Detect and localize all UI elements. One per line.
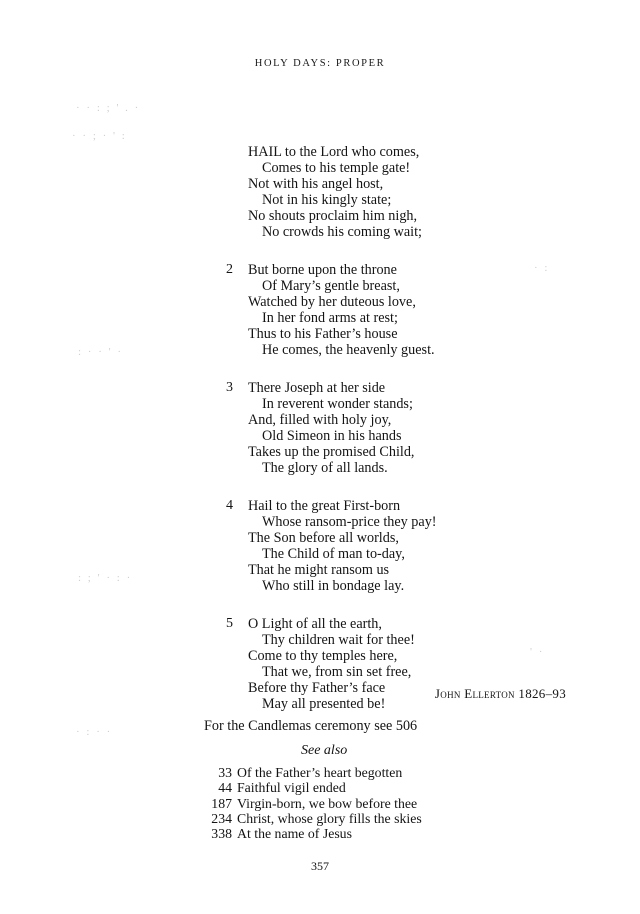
verse-line: There Joseph at her side: [248, 380, 386, 396]
verse-line: Comes to his temple gate!: [262, 160, 411, 176]
running-head: HOLY DAYS: PROPER: [254, 58, 386, 69]
verse-line: Not with his angel host,: [248, 176, 384, 192]
see-also-number: 338: [211, 826, 232, 842]
hymn-author: John Ellerton 1826–93: [434, 686, 566, 701]
see-also-item: [178, 796, 422, 811]
see-also-hymn-title: Virgin-born, we bow before thee: [237, 795, 418, 811]
verse-line: And, filled with holy joy,: [248, 412, 392, 428]
verse: [226, 380, 526, 476]
verse-line: Of Mary’s gentle breast,: [262, 278, 400, 294]
see-also-hymn-title: Christ, whose glory fills the skies: [237, 810, 422, 826]
verse-line: Watched by her duteous love,: [248, 294, 416, 310]
verse-line: But borne upon the throne: [248, 262, 397, 278]
see-also-title: See also: [301, 743, 348, 758]
hymn-text: [226, 144, 526, 734]
see-also-item: [178, 780, 422, 795]
verse: [226, 144, 526, 240]
bleed-through-mark: · · : ; ' . ·: [76, 102, 141, 114]
verse-line: In reverent wonder stands;: [262, 396, 413, 412]
verse: [226, 498, 526, 594]
verse-line: Old Simeon in his hands: [262, 428, 402, 444]
see-also-number: 234: [211, 810, 232, 826]
verse-line: May all presented be!: [262, 696, 386, 712]
verse-line: Before thy Father’s face: [248, 680, 386, 696]
bleed-through-mark: · · ; · ' :: [72, 130, 127, 142]
verse-number: 3: [226, 380, 233, 395]
bleed-through-mark: : ; ' · : ·: [78, 572, 133, 584]
see-also-hymn-title: Of the Father’s heart begotten: [237, 765, 403, 780]
bleed-through-mark: ' ·: [530, 646, 545, 658]
verse-line: No shouts proclaim him nigh,: [248, 208, 418, 224]
verse-line: Who still in bondage lay.: [262, 578, 405, 594]
verse-line: The Child of man to-day,: [262, 546, 405, 562]
verse-number: 2: [226, 262, 233, 277]
see-also-number: 33: [218, 765, 232, 780]
verse-line: Thus to his Father’s house: [248, 326, 398, 342]
verse-line: HAIL to the Lord who comes,: [248, 144, 420, 160]
candlemas-note: For the Candlemas ceremony see 506: [204, 718, 418, 734]
see-also-list: [178, 765, 422, 841]
bleed-through-mark: · : · ·: [76, 726, 113, 738]
see-also-hymn-title: Faithful vigil ended: [237, 780, 346, 796]
verse-line: O Light of all the earth,: [248, 616, 382, 632]
verse-line: Not in his kingly state;: [262, 192, 392, 208]
verse-line: No crowds his coming wait;: [262, 224, 422, 240]
bleed-through-mark: · :: [534, 262, 550, 274]
verse-number: 4: [226, 498, 233, 513]
see-also-number: 187: [211, 795, 232, 811]
verse-number: 5: [226, 616, 233, 631]
verse-line: That he might ransom us: [248, 562, 390, 578]
verse-line: In her fond arms at rest;: [262, 310, 398, 326]
see-also-number: 44: [218, 780, 232, 796]
verse-line: That we, from sin set free,: [262, 664, 412, 680]
see-also-item: [178, 826, 422, 841]
verse-line: Hail to the great First-born: [248, 498, 401, 514]
verse-line: Thy children wait for thee!: [262, 632, 415, 648]
see-also-item: [178, 811, 422, 826]
verse-line: Takes up the promised Child,: [248, 444, 415, 460]
verse: [226, 262, 526, 358]
see-also-item: [178, 765, 422, 780]
verse-line: The glory of all lands.: [262, 460, 388, 476]
bleed-through-mark: : · · ' ·: [78, 346, 124, 358]
verse-line: The Son before all worlds,: [248, 530, 399, 546]
see-also-hymn-title: At the name of Jesus: [237, 826, 352, 842]
verse-line: Whose ransom-price they pay!: [262, 514, 437, 530]
page-number: 357: [311, 859, 329, 873]
verse-line: Come to thy temples here,: [248, 648, 398, 664]
verse-line: He comes, the heavenly guest.: [262, 342, 435, 358]
